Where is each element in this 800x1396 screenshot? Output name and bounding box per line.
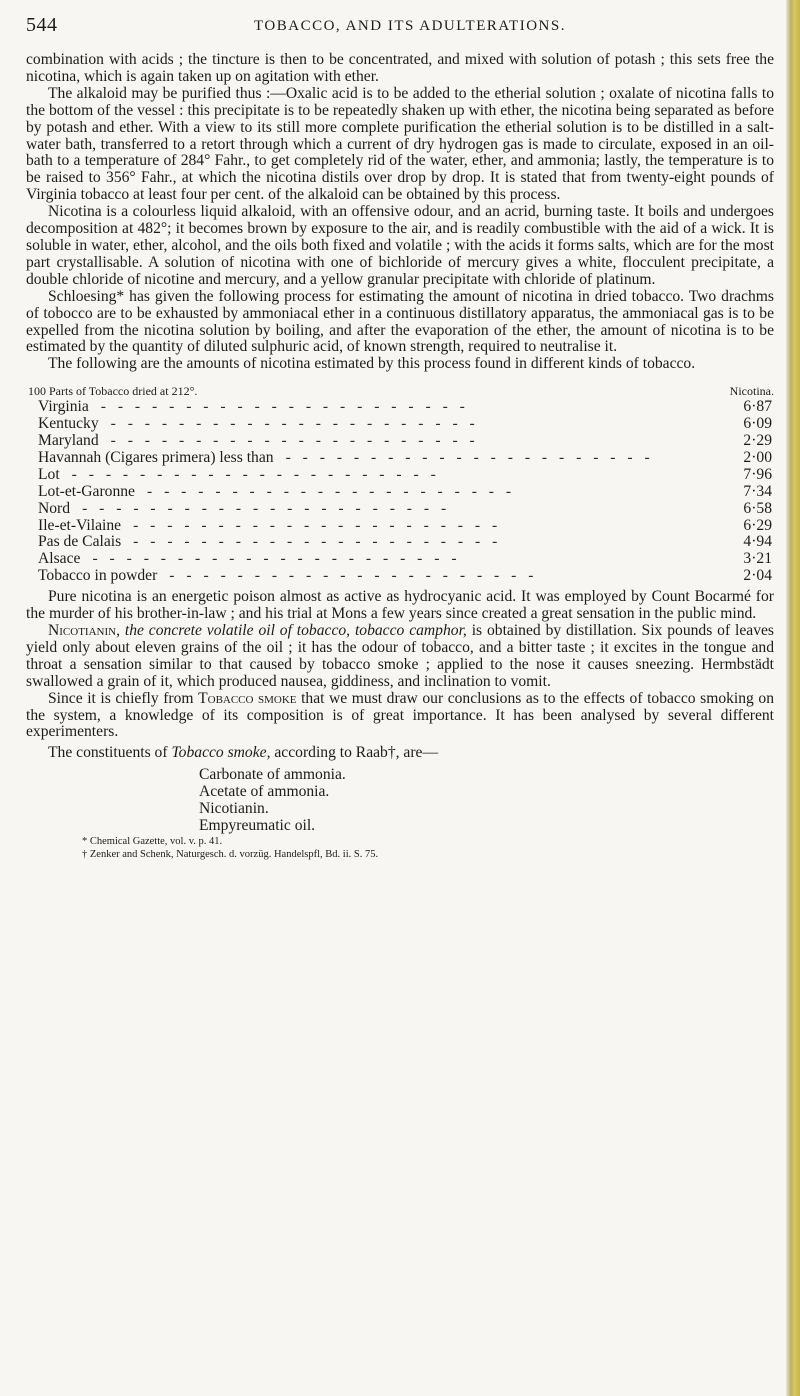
leader-dots: - - - - - - - - - - - - - - - - - - - - - - bbox=[71, 466, 440, 483]
table-header-right: Nicotina. bbox=[729, 384, 774, 399]
table-row bbox=[26, 399, 774, 416]
tobacco-smoke-term: Tobacco smoke bbox=[198, 689, 297, 707]
footnotes bbox=[26, 836, 774, 861]
table-row-label: Virginia bbox=[38, 398, 89, 416]
table-row bbox=[26, 484, 774, 501]
tobacco-smoke-italic: Tobacco smoke, bbox=[171, 744, 271, 762]
nicotina-table bbox=[26, 383, 774, 585]
table-row-value: 7·96 bbox=[743, 465, 772, 483]
table-row bbox=[26, 433, 774, 450]
leader-dots: - - - - - - - - - - - - - - - - - - - - - - bbox=[110, 433, 479, 450]
leader-dots: - - - - - - - - - - - - - - - - - - - - - - bbox=[133, 534, 502, 551]
list-item: Acetate of ammonia. bbox=[199, 783, 330, 801]
table-header bbox=[26, 383, 774, 399]
table-row-value: 6·87 bbox=[743, 398, 772, 416]
table-row bbox=[26, 518, 774, 535]
paragraph-7 bbox=[26, 623, 774, 691]
leader-dots: - - - - - - - - - - - - - - - - - - - - - - bbox=[92, 551, 461, 568]
leader-dots: - - - - - - - - - - - - - - - - - - - - - - bbox=[285, 449, 654, 466]
paragraph-9-end: according to Raab†, are— bbox=[274, 744, 439, 762]
table-row-label: Alsace bbox=[38, 550, 81, 568]
table-row bbox=[26, 467, 774, 484]
table-row-value: 3·21 bbox=[743, 550, 772, 568]
paragraph-3: Nicotina is a colourless liquid alkaloid, with an offensive odour, and an acrid, burning taste. It boils and undergoes decomposition at 482°; it becomes brown by exposure to the air, and is readily combustible with the aid of a wick. It is soluble in water, ether, alcohol, and the oils both fixed and volatile ; with the acids it forms salts, which are for the most part crystallisable. A solution of nicotina with one of bichloride of mercury gives a white, flocculent precipitate, a double chloride of nicotine and mercury, and a yellow granular precipitate with chloride of platinum. bbox=[26, 203, 774, 288]
paragraph-7-body: is obtained by distillation. Six pounds of leaves yield only about eleven grains of the oil ; it has the odour of tobacco, and a bitter taste ; it excites in the tongue and throat a sensation similar to that caused by tobacco smoke ; applied to the nose it causes sneezing. Hermbstädt swallowed a grain of it, which produced nausea, giddiness, and inclination to vomit. bbox=[26, 622, 774, 690]
nicotianin-term: Nicotianin, bbox=[48, 622, 120, 639]
list-item: Nicotianin. bbox=[199, 800, 269, 818]
table-row-label: Tobacco in powder bbox=[38, 567, 158, 585]
page-edge-stain bbox=[786, 0, 800, 1396]
table-row-value: 2·04 bbox=[743, 567, 772, 585]
table-row bbox=[26, 416, 774, 433]
paragraph-9-start: The constituents of bbox=[48, 744, 168, 762]
table-row-value: 7·34 bbox=[743, 482, 772, 500]
paragraph-8-start: Since it is chiefly from bbox=[48, 689, 194, 707]
table-row bbox=[26, 551, 774, 568]
table-header-left: 100 Parts of Tobacco dried at 212°. bbox=[28, 384, 198, 399]
list-item: Empyreumatic oil. bbox=[199, 817, 316, 835]
table-row-label: Havannah (Cigares primera) less than bbox=[38, 448, 274, 466]
table-row-value: 6·29 bbox=[743, 516, 772, 534]
paragraph-1: combination with acids ; the tincture is then to be concentrated, and mixed with solution of potash ; this sets free the nicotina, which is again taken up on agitation with ether. bbox=[26, 51, 774, 85]
book-page bbox=[26, 14, 774, 861]
table-row-value: 4·94 bbox=[743, 533, 772, 551]
page-number: 544 bbox=[26, 14, 58, 36]
leader-dots: - - - - - - - - - - - - - - - - - - - - - - bbox=[146, 483, 516, 500]
table-row bbox=[26, 450, 774, 467]
paragraph-4: Schloesing* has given the following process for estimating the amount of nicotina in dried tobacco. Two drachms of tobocco are to be exhausted by ammoniacal ether in a continuous distillatory apparatus, the ammoniacal gas is to be expelled from the nicotina solution by boiling, and after the evaporation of the ether, the amount of nicotina is to be estimated by the quantity of diluted sulphuric acid, of known strength, required to neutralise it. bbox=[26, 287, 774, 356]
running-title: TOBACCO, AND ITS ADULTERATIONS. bbox=[254, 18, 566, 34]
paragraph-9 bbox=[26, 745, 774, 762]
table-row-label: Ile-et-Vilaine bbox=[38, 516, 122, 534]
leader-dots: - - - - - - - - - - - - - - - - - - - - - - bbox=[100, 399, 469, 416]
table-row-label: Maryland bbox=[38, 432, 99, 450]
footnote: * Chemical Gazette, vol. v. p. 41. bbox=[82, 836, 223, 848]
table-row-label: Nord bbox=[38, 499, 71, 517]
footnote: † Zenker and Schenk, Naturgesch. d. vorzüg. Handelspfl, Bd. ii. S. 75. bbox=[82, 848, 379, 860]
leader-dots: - - - - - - - - - - - - - - - - - - - - - - bbox=[169, 568, 538, 585]
table-row bbox=[26, 568, 774, 585]
page-header bbox=[26, 14, 774, 44]
constituents-list bbox=[26, 766, 774, 834]
leader-dots: - - - - - - - - - - - - - - - - - - - - - - bbox=[133, 517, 502, 534]
table-row-label: Lot bbox=[38, 465, 60, 483]
table-row-label: Pas de Calais bbox=[38, 533, 122, 551]
table-row-label: Kentucky bbox=[38, 415, 99, 433]
table-row bbox=[26, 534, 774, 551]
table-row-value: 6·09 bbox=[743, 415, 772, 433]
table-row-label: Lot-et-Garonne bbox=[38, 482, 135, 500]
nicotianin-definition: the concrete volatile oil of tobacco, tobacco camphor, bbox=[124, 622, 467, 639]
paragraph-2: The alkaloid may be purified thus :—Oxalic acid is to be added to the etherial solution ; oxalate of nicotina falls to the bottom of the vessel : this precipitate is to be repeatedly shaken up with ether, the nicotina being separated as before by potash and ether. With a view to its still more complete purification the etherial solution is to be distilled in a salt-water bath, transferred to a retort through which a current of dry hydrogen gas is made to circulate, exposed in an oil-bath to a temperature of 284° Fahr., to get completely rid of the water, ether, and ammonia; lastly, the temperature is to be raised to 356° Fahr., at which the nicotina distils over drop by drop. It is stated that from twenty-eight pounds of Virginia tobacco at least four per cent. of the alkaloid can be obtained by this process. bbox=[26, 84, 774, 204]
table-row-value: 6·58 bbox=[743, 499, 772, 517]
table-row bbox=[26, 501, 774, 518]
list-item: Carbonate of ammonia. bbox=[199, 766, 346, 784]
leader-dots: - - - - - - - - - - - - - - - - - - - - - - bbox=[110, 416, 479, 433]
paragraph-6: Pure nicotina is an energetic poison almost as active as hydrocyanic acid. It was employed by Count Bocarmé for the murder of his brother-in-law ; and his trial at Mons a few years since created a great sensation in the public mind. bbox=[26, 588, 774, 623]
paragraph-8-body: that we must draw our conclusions as to the effects of tobacco smoking on the system, a knowledge of its composition is of great importance. It has been analysed by several different experimenters. bbox=[26, 689, 774, 741]
body-text bbox=[26, 52, 774, 861]
leader-dots: - - - - - - - - - - - - - - - - - - - - - - bbox=[82, 500, 451, 517]
paragraph-8 bbox=[26, 691, 774, 742]
table-row-value: 2·29 bbox=[743, 432, 772, 450]
paragraph-5: The following are the amounts of nicotina estimated by this process found in different kinds of tobacco. bbox=[48, 355, 696, 373]
table-row-value: 2·00 bbox=[743, 448, 772, 466]
